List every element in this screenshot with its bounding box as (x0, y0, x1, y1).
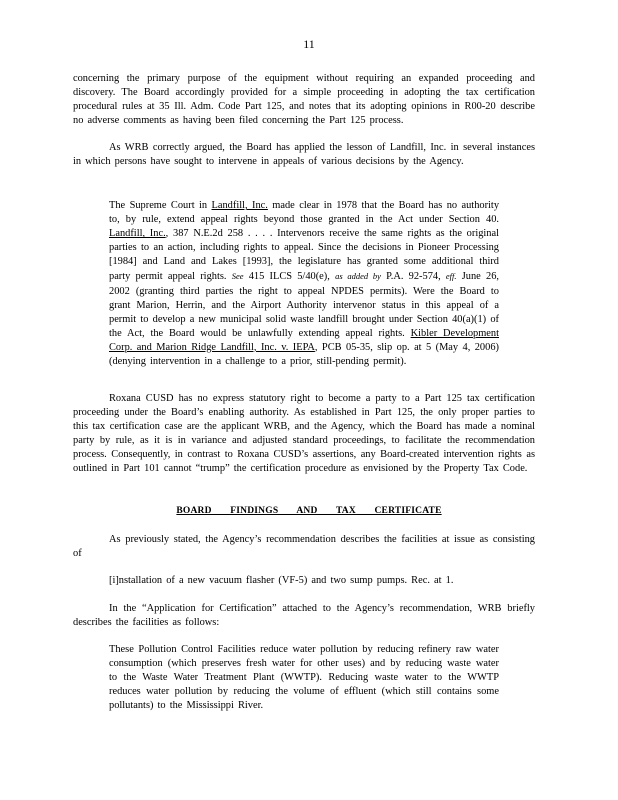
quote-text: June 26, 2002 (granting third parties the right to appeal NPDES permits). Were the Board to grant Marion, Herrin, and the Airport Authority intervenor status in this appeal of a permit to develop a new municipal solid waste landfill brought under Section 40(a)(1) of the Act, the Board would be unlawfully extending appeal rights. (109, 271, 499, 339)
signal-word: eff. (445, 271, 457, 282)
block-quote-facilities: These Pollution Control Facilities reduce water pollution by reducing refinery raw water consumption (which preserves fresh water for other uses) and by reducing waste water to the Waste Water Treatment Plant (WWTP). Reducing waste water to the WWTP reduces water pollution by reducing the volume of effluent (which still contains some pollutants) to the Mississippi River. (109, 644, 499, 712)
block-quote-installation: [i]nstallation of a new vacuum flasher (VF-5) and two sump pumps. Rec. at 1. (109, 575, 454, 586)
section-heading: BOARD FINDINGS AND TAX CERTIFICATE (176, 506, 442, 516)
case-citation: Kibler Development Corp. and Marion Ridge Landfill, Inc. v. IEPA (109, 327, 499, 353)
signal-word: See (231, 271, 244, 282)
paragraph-wrb-argued (73, 141, 535, 169)
page-number: 11 (303, 37, 315, 51)
paragraph-roxana-text: Roxana CUSD has no express statutory right to become a party to a Part 125 tax certification proceeding under the Board’s enabling authority. As established in Part 125, the only proper parties to this tax certification case are the applicant WRB, and the Agency, which the Board has made a nominal party by rule, as it is in variance and adjusted standard proceedings, to facilitate the recommendation process. Consequently, in contrast to Roxana CUSD’s assertions, any Board-created intervention rights as outlined in Part 101 cannot “trump” the certification procedure as envisioned by the Property Tax Code. (73, 393, 535, 475)
paragraph-previously-stated-text: As previously stated, the Agency’s recommendation describes the facilities at issue as consisting of (73, 534, 535, 560)
quote-text: , 387 N.E.2d 258 . . . . Intervenors receive the same rights as the original parties to an action, including rights to appeal. Since the decisions in Pioneer Processing [1984] and Land and Lakes [1993], the legislature has granted some additional third party permit appeal rights. (109, 228, 499, 283)
quote-text: P.A. 92-574, (380, 271, 446, 283)
paragraph-wrb-argued-text: As WRB correctly argued, the Board has applied the lesson of Landfill, Inc. in several instances in which persons have sought to intervene in appeals of various decisions by the Agency. (73, 142, 535, 168)
signal-word: as added by (335, 271, 381, 282)
paragraph-roxana (73, 392, 535, 477)
paragraph-continued: concerning the primary purpose of the equipment without requiring an expanded proceeding and discovery. The Board accordingly provided for a simple proceeding in adopting the tax certification procedural rules at 35 Ill. Adm. Code Part 125, and notes that its adopting opinions in R00-20 describe no adverse comments as having been filed concerning the Part 125 process. (73, 73, 535, 127)
quote-text: made clear in 1978 that the Board has no authority to, by rule, extend appeal rights beyond those granted in the Act under Section 40. (109, 200, 500, 226)
quote-text: , PCB 05-35, slip op. at 5 (May 4, 2006) (denying intervention in a challenge to a prior, still-pending permit). (109, 341, 499, 368)
quote-text: The Supreme Court in (109, 200, 212, 211)
block-quote-landfill (109, 199, 499, 369)
paragraph-application-text: In the “Application for Certification” attached to the Agency’s recommendation, WRB briefly describes the facilities as follows: (73, 603, 535, 629)
case-citation: Landfill, Inc. (211, 200, 268, 211)
case-citation: Landfill, Inc. (109, 228, 166, 240)
paragraph-application (73, 602, 535, 630)
paragraph-previously-stated (73, 533, 535, 561)
quote-text: 415 ILCS 5/40(e), (243, 271, 336, 283)
